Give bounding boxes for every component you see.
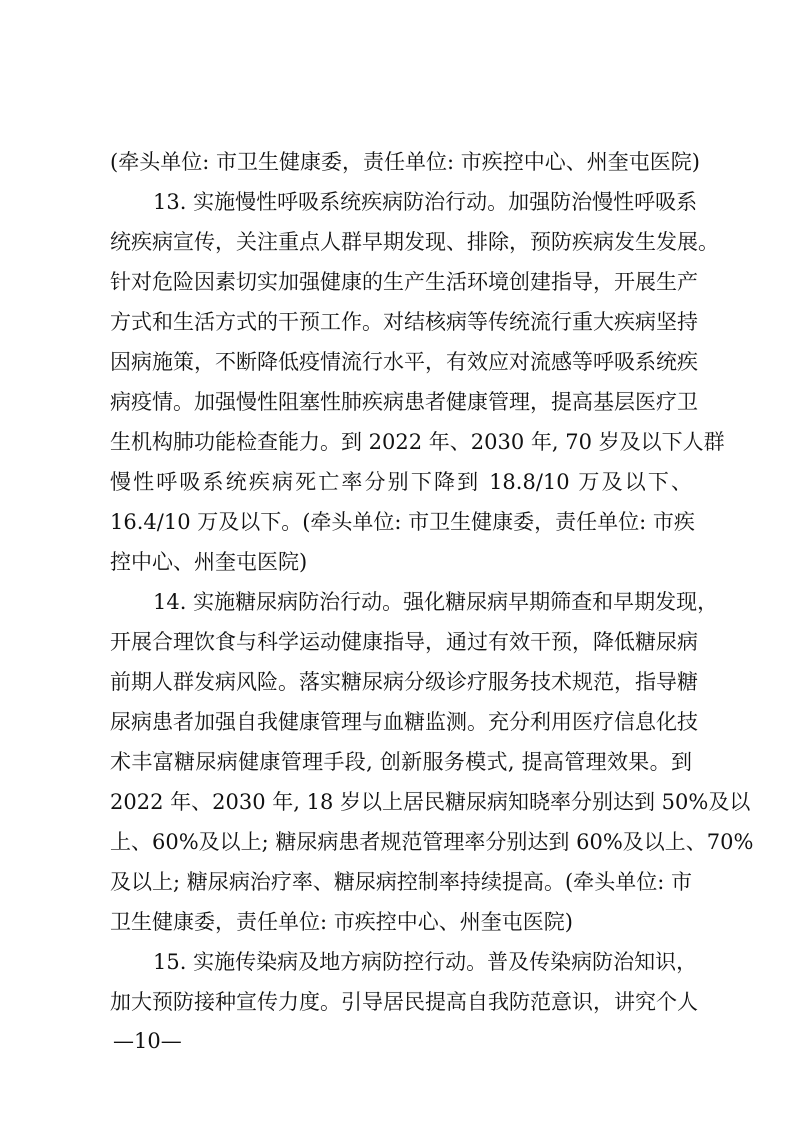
line-text-13: 开展合理饮食与科学运动健康指导，通过有效干预，降低糖尿病 (110, 630, 698, 654)
body-line-9 (0, 462, 793, 502)
line-text-17: 2022 年、2030 年, 18 岁以上居民糖尿病知晓率分别达到 50%及以 (110, 790, 751, 814)
body-line-2 (0, 182, 793, 222)
body-line-12 (0, 582, 793, 622)
line-text-19: 及以上; 糖尿病治疗率、糖尿病控制率持续提高。(牵头单位: 市 (110, 870, 692, 894)
line-text-11: 控中心、州奎屯医院) (110, 550, 308, 574)
line-text-10: 16.4/10 万及以下。(牵头单位: 市卫生健康委，责任单位: 市疾 (110, 510, 695, 534)
body-line-8 (0, 422, 793, 462)
body-line-18 (0, 822, 793, 862)
line-text-2: 13. 实施慢性呼吸系统疾病防治行动。加强防治慢性呼吸系 (153, 190, 698, 214)
line-text-22: 加大预防接种宣传力度。引导居民提高自我防范意识，讲究个人 (110, 990, 698, 1014)
line-text-1: (牵头单位: 市卫生健康委，责任单位: 市疾控中心、州奎屯医院) (110, 150, 700, 174)
body-line-3 (0, 222, 793, 262)
line-text-18: 上、60%及以上; 糖尿病患者规范管理率分别达到 60%及以上、70% (110, 830, 754, 854)
line-text-9: 慢性呼吸系统疾病死亡率分别下降到 18.8/10 万及以下、 (110, 470, 692, 494)
line-text-4: 针对危险因素切实加强健康的生产生活环境创建指导，开展生产 (110, 270, 698, 294)
body-line-6 (0, 342, 793, 382)
line-text-14: 前期人群发病风险。落实糖尿病分级诊疗服务技术规范，指导糖 (110, 670, 698, 694)
line-text-15: 尿病患者加强自我健康管理与血糖监测。充分利用医疗信息化技 (110, 710, 698, 734)
line-text-7: 病疫情。加强慢性阻塞性肺疾病患者健康管理，提高基层医疗卫 (110, 390, 698, 414)
line-text-5: 方式和生活方式的干预工作。对结核病等传统流行重大疾病坚持 (110, 310, 698, 334)
line-text-20: 卫生健康委，责任单位: 市疾控中心、州奎屯医院) (110, 910, 573, 934)
body-line-4 (0, 262, 793, 302)
body-line-22 (0, 982, 793, 1022)
body-line-17 (0, 782, 793, 822)
body-line-21 (0, 942, 793, 982)
body-line-11 (0, 542, 793, 582)
line-text-12: 14. 实施糖尿病防治行动。强化糖尿病早期筛查和早期发现， (153, 590, 719, 614)
line-text-8: 生机构肺功能检查能力。到 2022 年、2030 年, 70 岁及以下人群 (110, 430, 725, 454)
page-number: —10— (113, 1029, 182, 1053)
line-text-3: 统疾病宣传，关注重点人群早期发现、排除，预防疾病发生发展。 (110, 230, 719, 254)
line-text-21: 15. 实施传染病及地方病防控行动。普及传染病防治知识， (153, 950, 698, 974)
body-line-15 (0, 702, 793, 742)
body-line-19 (0, 862, 793, 902)
body-line-13 (0, 622, 793, 662)
body-line-1 (0, 142, 793, 182)
body-line-7 (0, 382, 793, 422)
body-line-5 (0, 302, 793, 342)
line-text-16: 术丰富糖尿病健康管理手段, 创新服务模式, 提高管理效果。到 (110, 750, 692, 774)
body-line-20 (0, 902, 793, 942)
body-line-14 (0, 662, 793, 702)
body-line-16 (0, 742, 793, 782)
line-text-6: 因病施策，不断降低疫情流行水平，有效应对流感等呼吸系统疾 (110, 350, 698, 374)
body-line-10 (0, 502, 793, 542)
